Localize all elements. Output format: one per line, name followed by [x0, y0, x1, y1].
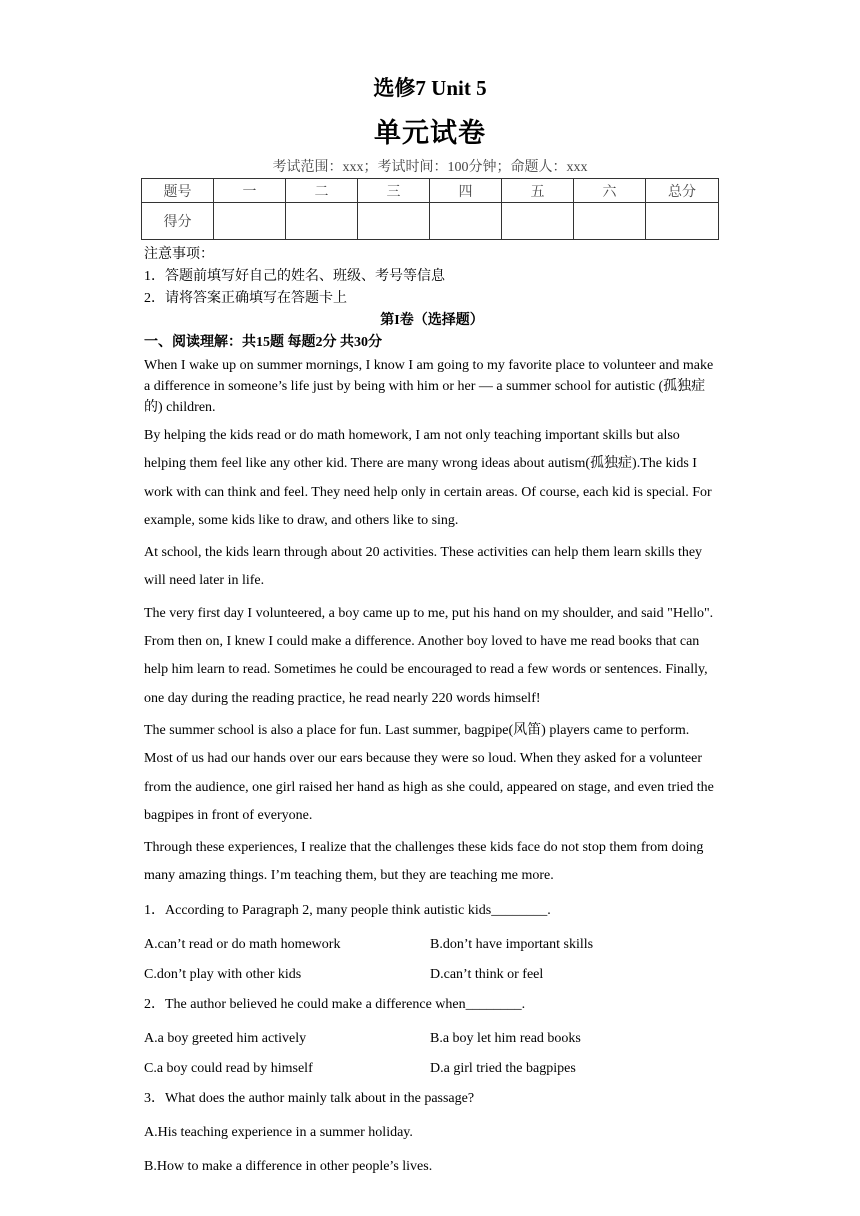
option-c[interactable]: C.a boy could read by himself — [144, 1060, 313, 1076]
score-cell[interactable] — [286, 203, 358, 240]
passage-paragraph-5: The summer school is also a place for fun. Last summer, bagpipe(风笛) players came to perform. Most of us had our hands over our ears because they were so loud. When they asked for a volunteer from the audience, one girl raised her hand as high as she could, appeared on stage, and even tried the bagpipes in front of everyone. — [144, 722, 714, 823]
exam-content — [144, 244, 720, 1191]
option-a[interactable]: A.His teaching experience in a summer holiday. — [144, 1124, 413, 1140]
passage-paragraph-1: When I wake up on summer mornings, I know I am going to my favorite place to volunteer and make a difference in someone’s life just by being with him or her — a summer school for autistic (孤独症的) children. — [144, 358, 714, 415]
exam-meta: 考试范围：xxx；考试时间：100分钟；命题人：xxx — [272, 160, 588, 175]
header-cell-4: 四 — [430, 179, 502, 203]
question-2-options-row-2 — [144, 1059, 720, 1079]
option-a[interactable]: A.a boy greeted him actively — [144, 1030, 307, 1046]
header-cell-2: 二 — [286, 179, 358, 203]
header-cell-1: 一 — [214, 179, 286, 203]
question-1-options-row-2 — [144, 965, 720, 985]
passage-paragraph-4: The very first day I volunteered, a boy came up to me, put his hand on my shoulder, and said "Hello". From then on, I knew I could make a difference. Another boy loved to have me read books that can help him learn to read. Sometimes he could be encouraged to read a few words or sentences. Finally, one day during the reading practice, he read nearly 220 words himself! — [144, 605, 714, 706]
question-1-stem: 1．According to Paragraph 2, many people think autistic kids________. — [144, 902, 551, 918]
option-b[interactable]: B.How to make a difference in other people’s lives. — [144, 1158, 433, 1174]
passage-paragraph-2: By helping the kids read or do math homework, I am not only teaching important skills but also helping them feel like any other kid. There are many wrong ideas about autism(孤独症).The kids I work with can think and feel. They need help only in certain areas. Of course, each kid is special. For example, some kids like to draw, and others like to sing. — [144, 428, 712, 528]
header-cell-5: 五 — [502, 179, 574, 203]
option-d[interactable]: D.can’t think or feel — [430, 966, 544, 982]
question-1-options-row-1 — [144, 935, 720, 955]
option-c[interactable]: C.don’t play with other kids — [144, 966, 302, 982]
option-b[interactable]: B.a boy let him read books — [430, 1030, 581, 1046]
header-cell-3: 三 — [358, 179, 430, 203]
score-cell[interactable] — [430, 203, 502, 240]
volume-title: 第I卷（选择题） — [380, 313, 484, 328]
score-cell-total[interactable] — [646, 203, 719, 240]
score-table — [141, 178, 719, 240]
passage-paragraph-3: At school, the kids learn through about 20 activities. These activities can help them learn skills they will need later in life. — [144, 545, 703, 589]
score-table-header-row — [142, 179, 719, 203]
score-row-label: 得分 — [142, 203, 214, 240]
option-a[interactable]: A.can’t read or do math homework — [144, 936, 341, 952]
question-2-options-row-1 — [144, 1029, 720, 1049]
option-b[interactable]: B.don’t have important skills — [430, 936, 594, 952]
part-title: 一、阅读理解：共15题 每题2分 共30分 — [144, 335, 382, 350]
score-cell[interactable] — [358, 203, 430, 240]
score-table-score-row — [142, 203, 719, 240]
score-cell[interactable] — [214, 203, 286, 240]
notes-heading: 注意事项： — [144, 247, 214, 262]
header-cell-6: 六 — [574, 179, 646, 203]
score-cell[interactable] — [574, 203, 646, 240]
exam-title: 选修7 Unit 5 — [373, 76, 487, 100]
header-cell-number: 题号 — [142, 179, 214, 203]
passage-paragraph-6: Through these experiences, I realize that the challenges these kids face do not stop them from doing many amazing things. I’m teaching them, but they are teaching me more. — [144, 840, 704, 884]
note-item: 2．请将答案正确填写在答题卡上 — [144, 291, 347, 306]
score-cell[interactable] — [502, 203, 574, 240]
header-cell-total: 总分 — [646, 179, 719, 203]
question-2-stem: 2．The author believed he could make a difference when________. — [144, 996, 526, 1012]
option-d[interactable]: D.a girl tried the bagpipes — [430, 1060, 576, 1076]
exam-subtitle: 单元试卷 — [374, 118, 486, 149]
question-3-stem: 3．What does the author mainly talk about in the passage? — [144, 1090, 475, 1106]
note-item: 1．答题前填写好自己的姓名、班级、考号等信息 — [144, 269, 445, 284]
